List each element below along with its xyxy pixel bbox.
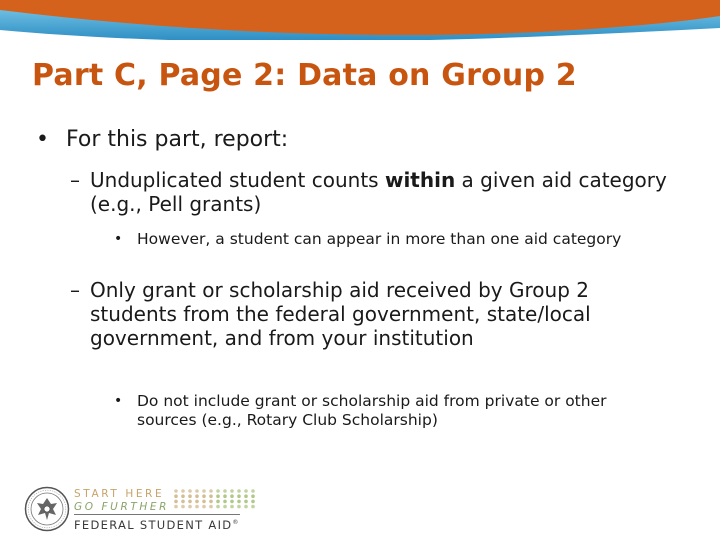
sub-bullet-text: Only grant or scholarship aid received by Group 2 students from the federal government, state/local government, and from your institution [90,278,591,350]
note-text: Do not include grant or scholarship aid from private or other sources (e.g., Rotary Club Scholarship) [137,392,607,429]
sub-bullet-item [70,168,670,216]
logo-line-start: START HERE [74,488,165,500]
sub-bullet-item [70,278,672,350]
bullet-text: For this part, report: [66,127,289,152]
note-item [114,392,654,430]
dash-icon: – [70,278,80,302]
note-item [114,230,694,249]
dash-icon: – [70,168,80,192]
logo-line-go: GO FURTHER [74,501,169,513]
logo-fsa-text: FEDERAL STUDENT AID [74,517,233,532]
sub-bullet-text [90,168,670,216]
note-text: However, a student can appear in more than one aid category [137,230,622,248]
text-segment: a given aid category (e.g., Pell grants) [90,168,667,216]
bullet-icon: • [36,127,49,152]
bullet-icon: • [114,393,123,409]
slide-title: Part C, Page 2: Data on Group 2 [32,58,577,93]
registered-mark: ® [232,519,240,526]
logo-line-fsa [74,514,240,532]
fsa-logo [24,486,274,532]
bullet-icon: • [114,231,123,247]
department-seal-icon [24,486,70,532]
logo-dots-graphic [172,488,262,510]
emphasis-text: within [384,168,456,192]
text-segment: Unduplicated student counts [90,168,385,192]
